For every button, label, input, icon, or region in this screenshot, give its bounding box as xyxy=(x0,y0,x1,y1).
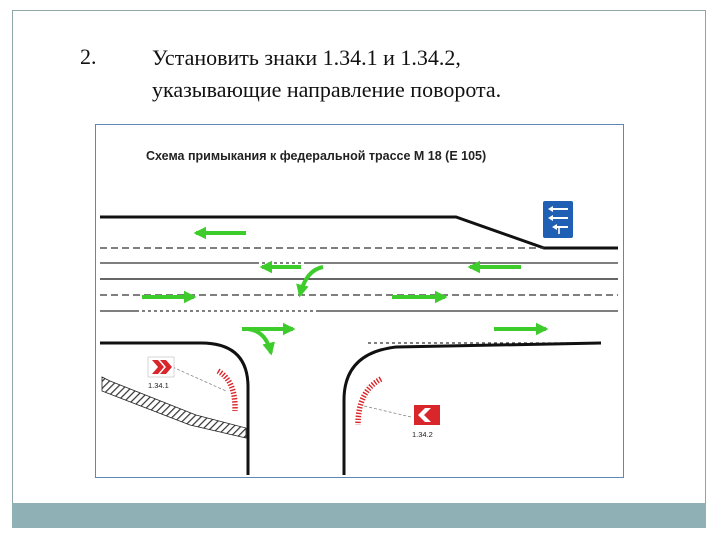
sign-right-pointer xyxy=(364,406,411,417)
intersection-diagram xyxy=(95,124,624,478)
item-text-line-1: Установить знаки 1.34.1 и 1.34.2, xyxy=(152,45,461,70)
sign-left-pointer xyxy=(168,365,226,391)
sign-1-34-2-label: 1.34.2 xyxy=(412,430,433,439)
item-number: 2. xyxy=(80,44,97,69)
sign-1-34-2 xyxy=(414,405,440,425)
arrow-turn-left-into-side xyxy=(300,267,323,295)
lane-direction-sign xyxy=(543,201,573,238)
sign-1-34-1-label: 1.34.1 xyxy=(148,381,169,390)
arrow-turn-right-into-side xyxy=(248,329,271,353)
shoulder-hatch xyxy=(102,377,246,438)
curb-hatch-right xyxy=(358,379,381,425)
diagram-title: Схема примыкания к федеральной трассе М 18 (Е 105) xyxy=(146,149,487,163)
sign-1-34-1 xyxy=(148,357,174,377)
item-text xyxy=(152,42,672,106)
road-edge-top xyxy=(100,217,618,248)
item-text-line-2: указывающие направление поворота. xyxy=(152,77,502,102)
road-edge-bottom-right xyxy=(344,343,601,475)
bottom-bar xyxy=(12,503,706,528)
curb-hatch-left xyxy=(218,371,235,411)
